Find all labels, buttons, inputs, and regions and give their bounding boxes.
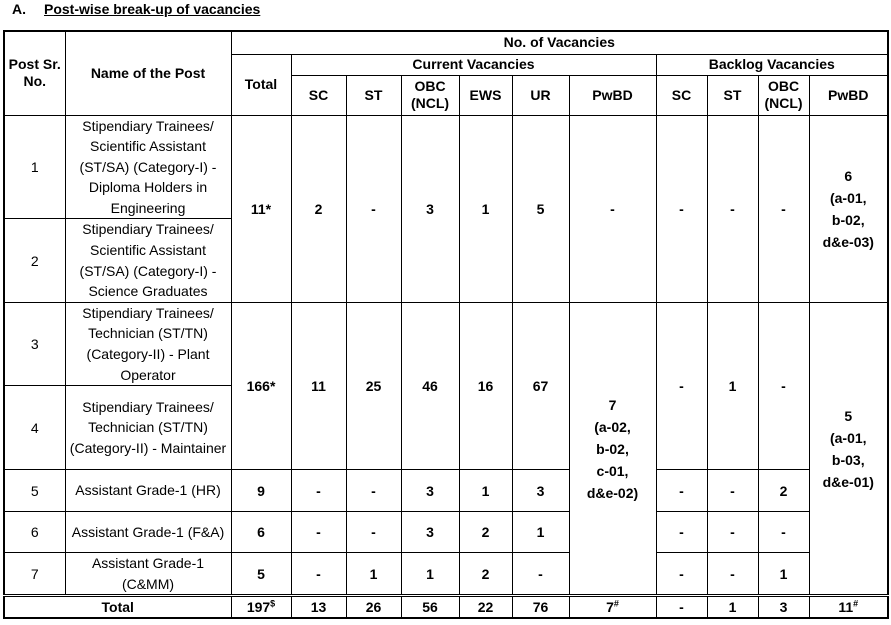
header-backlog-pwbd: PwBD xyxy=(809,75,888,115)
pwbd-backlog-line: (a-01, xyxy=(829,429,867,446)
r6-ur: 1 xyxy=(512,512,569,553)
header-no-of-vacancies: No. of Vacancies xyxy=(231,31,888,54)
group1-backlog-pwbd xyxy=(809,115,888,302)
r5-ews: 1 xyxy=(459,470,512,512)
header-backlog-st: ST xyxy=(707,75,758,115)
r7-ews: 2 xyxy=(459,553,512,596)
r6-backlog-sc: - xyxy=(656,512,707,553)
header-ur: UR xyxy=(512,75,569,115)
table-row xyxy=(4,470,888,512)
r7-backlog-obc: 1 xyxy=(758,553,809,596)
r6-obc: 3 xyxy=(401,512,459,553)
r5-backlog-sc: - xyxy=(656,470,707,512)
header-current-vacancies: Current Vacancies xyxy=(291,54,656,75)
group2-sc: 11 xyxy=(291,302,346,469)
row-sr-no: 1 xyxy=(4,115,65,219)
header-post-sr-no: Post Sr. No. xyxy=(4,31,65,115)
pwbd-current-line: c-01, xyxy=(596,462,629,479)
group1-backlog-pwbd-line: d&e-03) xyxy=(822,233,874,250)
total-total-mark: $ xyxy=(270,598,276,609)
group2-obc: 46 xyxy=(401,302,459,469)
header-backlog-sc: SC xyxy=(656,75,707,115)
pwbd-backlog-rows-3-7 xyxy=(809,302,888,596)
group1-backlog-pwbd-line: b-02, xyxy=(831,211,865,228)
pwbd-current-rows-3-7 xyxy=(569,302,656,596)
r6-ews: 2 xyxy=(459,512,512,553)
row-post-name: Stipendiary Trainees/ Technician (ST/TN) (Category-II) - Maintainer xyxy=(65,386,231,470)
total-ews: 22 xyxy=(459,596,512,618)
pwbd-current-line: (a-02, xyxy=(594,418,631,435)
header-pwbd: PwBD xyxy=(569,75,656,115)
r6-backlog-st: - xyxy=(707,512,758,553)
vacancies-table xyxy=(3,30,889,619)
total-st: 26 xyxy=(346,596,401,618)
r5-obc: 3 xyxy=(401,470,459,512)
group1-backlog-sc: - xyxy=(656,115,707,302)
group2-st: 25 xyxy=(346,302,401,469)
total-backlog-obc: 3 xyxy=(758,596,809,618)
header-ews: EWS xyxy=(459,75,512,115)
r7-ur: - xyxy=(512,553,569,596)
total-pwbd-mark: # xyxy=(613,598,619,609)
group1-obc: 3 xyxy=(401,115,459,302)
group2-total: 166* xyxy=(231,302,291,469)
row-sr-no: 6 xyxy=(4,512,65,553)
total-sc: 13 xyxy=(291,596,346,618)
header-backlog-obc: OBC (NCL) xyxy=(758,75,809,115)
r7-backlog-sc: - xyxy=(656,553,707,596)
row-sr-no: 2 xyxy=(4,219,65,302)
r7-total: 5 xyxy=(231,553,291,596)
table-row xyxy=(4,553,888,596)
pwbd-backlog-line: d&e-01) xyxy=(822,473,874,490)
row-post-name: Assistant Grade-1 (F&A) xyxy=(65,512,231,553)
group2-backlog-obc: - xyxy=(758,302,809,469)
r5-ur: 3 xyxy=(512,470,569,512)
header-total: Total xyxy=(231,54,291,115)
r7-st: 1 xyxy=(346,553,401,596)
header-name-of-post: Name of the Post xyxy=(65,31,231,115)
section-title: Post-wise break-up of vacancies xyxy=(44,1,261,17)
group1-backlog-obc: - xyxy=(758,115,809,302)
total-backlog-sc: - xyxy=(656,596,707,618)
total-backlog-pwbd-mark: # xyxy=(853,598,859,609)
total-total-value: 197 xyxy=(246,599,271,616)
row-post-name: Stipendiary Trainees/ Scientific Assistant (ST/SA) (Category-I) - Science Graduates xyxy=(65,219,231,302)
total-label: Total xyxy=(4,596,231,618)
r6-st: - xyxy=(346,512,401,553)
total-obc: 56 xyxy=(401,596,459,618)
header-row-1 xyxy=(4,31,888,54)
group1-st: - xyxy=(346,115,401,302)
r6-total: 6 xyxy=(231,512,291,553)
row-post-name: Stipendiary Trainees/ Scientific Assistant (ST/SA) (Category-I) - Diploma Holders in Engineering xyxy=(65,115,231,219)
r6-sc: - xyxy=(291,512,346,553)
total-backlog-st: 1 xyxy=(707,596,758,618)
total-backlog-pwbd-value: 11 xyxy=(838,599,854,616)
header-obc: OBC (NCL) xyxy=(401,75,459,115)
r5-sc: - xyxy=(291,470,346,512)
total-pwbd-value: 7 xyxy=(606,599,614,616)
pwbd-current-line: 7 xyxy=(608,396,617,413)
r5-st: - xyxy=(346,470,401,512)
total-ur: 76 xyxy=(512,596,569,618)
group2-backlog-st: 1 xyxy=(707,302,758,469)
header-st: ST xyxy=(346,75,401,115)
group1-backlog-st: - xyxy=(707,115,758,302)
total-row xyxy=(4,596,888,618)
row-post-name: Assistant Grade-1 (C&MM) xyxy=(65,553,231,596)
table-row xyxy=(4,302,888,385)
r7-obc: 1 xyxy=(401,553,459,596)
group1-ews: 1 xyxy=(459,115,512,302)
r7-backlog-st: - xyxy=(707,553,758,596)
group1-sc: 2 xyxy=(291,115,346,302)
pwbd-current-line: b-02, xyxy=(596,440,629,457)
table-row xyxy=(4,115,888,219)
total-pwbd xyxy=(569,596,656,618)
r5-backlog-st: - xyxy=(707,470,758,512)
row-sr-no: 5 xyxy=(4,470,65,512)
group1-backlog-pwbd-line: (a-01, xyxy=(829,189,867,206)
header-sc: SC xyxy=(291,75,346,115)
r5-backlog-obc: 2 xyxy=(758,470,809,512)
row-sr-no: 4 xyxy=(4,386,65,470)
r7-sc: - xyxy=(291,553,346,596)
section-heading xyxy=(12,1,260,17)
row-post-name: Assistant Grade-1 (HR) xyxy=(65,470,231,512)
group2-ews: 16 xyxy=(459,302,512,469)
group1-total: 11* xyxy=(231,115,291,302)
group2-backlog-sc: - xyxy=(656,302,707,469)
r5-total: 9 xyxy=(231,470,291,512)
pwbd-backlog-line: b-03, xyxy=(831,451,865,468)
total-backlog-pwbd xyxy=(809,596,888,618)
row-post-name: Stipendiary Trainees/ Technician (ST/TN) (Category-II) - Plant Operator xyxy=(65,302,231,385)
section-label: A. xyxy=(12,1,26,17)
total-total xyxy=(231,596,291,618)
header-backlog-vacancies: Backlog Vacancies xyxy=(656,54,888,75)
group1-pwbd: - xyxy=(569,115,656,302)
group2-ur: 67 xyxy=(512,302,569,469)
table-row xyxy=(4,512,888,553)
pwbd-backlog-line: 5 xyxy=(844,407,853,424)
row-sr-no: 7 xyxy=(4,553,65,596)
row-sr-no: 3 xyxy=(4,302,65,385)
r6-backlog-obc: - xyxy=(758,512,809,553)
group1-ur: 5 xyxy=(512,115,569,302)
pwbd-current-line: d&e-02) xyxy=(586,484,639,501)
group1-backlog-pwbd-line: 6 xyxy=(844,167,853,184)
